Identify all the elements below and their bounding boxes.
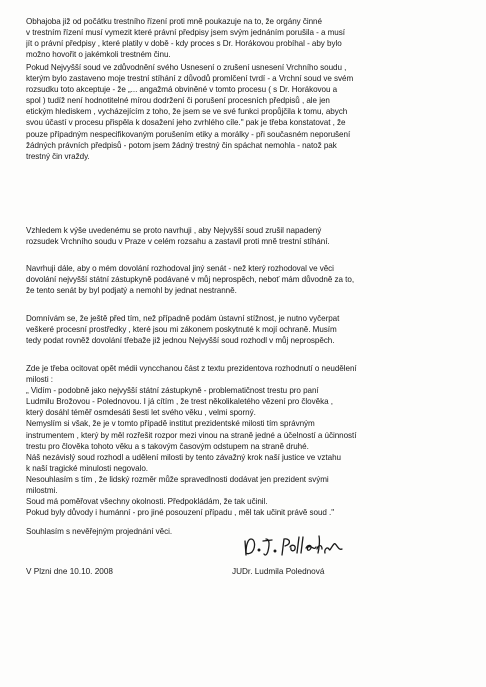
paragraph-6 [26, 363, 466, 518]
text-line: jít o právní předpisy , které platily v době - kdy proces s Dr. Horákovou probíhal - aby bylo [26, 39, 342, 49]
text-line: Ludmilu Brožovou - Polednovou. I já cítím , že trest několikaletého vězení pro člověka , [26, 397, 333, 407]
paragraph-1 [26, 16, 466, 60]
text-line: Souhlasím s nevěřejným projednání věci. [26, 527, 173, 536]
text-line: kterým bylo zastaveno moje trestní stíhání z důvodů promlčení tvrdí - a Vrchní soud ve svém [26, 74, 354, 84]
text-line: že tento senát by byl podjatý a nemohl by jednat nestranně. [26, 286, 237, 296]
text-line: „ Vidím - podobně jako nejvyšší státní zástupkyně - problematičnost trestu pro paní [26, 386, 319, 396]
text-line: etickým hlediskem , vycházejícím z toho, že jsem se ve své funkci propůjčila k tomu, abych [26, 107, 348, 117]
text-line: Náš nezávislý soud rozhodl a udělení milosti by tento závažný krok naší justice ve vztahu [26, 452, 341, 462]
paragraph-2 [26, 62, 466, 162]
place-date: V Plzni dne 10.10. 2008 [26, 567, 113, 576]
text-line: milostmi. [26, 486, 58, 496]
paragraph-5 [26, 313, 466, 346]
text-line: žádných právních předpisů - potom jsem žádný trestný čin spáchat nemohla - natož pak [26, 140, 337, 150]
text-line: tedy podat rovněž dovolání třebaže již jednou Nejvyšší soud rozhodl v můj neprospěch. [26, 336, 335, 346]
signer-name: JUDr. Ludmila Polednová [232, 567, 325, 576]
text-line: v trestním řízení musí vymezit které právní předpisy jsem svým jednáním porušila - a musí [26, 28, 345, 38]
text-line: Zde je třeba ocitovat opět médii vyncchanou část z textu prezidentova rozhodnutí o neudělení [26, 364, 357, 373]
text-line: trestný čin vraždy. [26, 151, 90, 161]
text-line: Obhajoba již od počátku trestního řízení proti mně poukazuje na to, že orgány činné [26, 17, 322, 26]
text-line: který dosáhl téměř osmdesáti šesti let svého věku , velmi sporný. [26, 408, 256, 418]
text-line: svou účastí v procesu přispěla k dosažení jeho zvrhlého cíle." pak je třeba konstatovat , že [26, 118, 346, 128]
text-line: k naší tragické minulosti negovalo. [26, 463, 148, 473]
text-line: Vzhledem k výše uvedenému se proto navrhuji , aby Nejvyšší soud zrušil napadený [26, 226, 322, 235]
text-line: pouze případným nespecifikovaným porušením etiky a morálky - při současném neporušení [26, 129, 351, 139]
paragraph-3 [26, 225, 466, 247]
text-line: Nemyslím si však, že je v tomto případě institut prezidentské milosti tím správným [26, 419, 315, 429]
text-line: Pokud Nejvyšší soud ve zdůvodnění svého Usnesení o zrušení usnesení Vrchního soudu , [26, 63, 347, 72]
text-line: Navrhuji dále, aby o mém dovolání rozhodoval jiný senát - než který rozhodoval ve věci [26, 264, 334, 273]
text-line: možno hovořit o jakémkoli trestném činu. [26, 50, 171, 60]
text-line: Nesouhlasím s tím , že lidský rozměr může spravedlnosti dodávat jen prezident svými [26, 474, 329, 484]
text-line: instrumentem , který by měl rozřešit rozpor mezi vinou na straně jedné a účelností a účinností [26, 430, 357, 440]
text-line: rozsudku toto akceptuje - že „... angažmá obviněné v tomto procesu ( s Dr. Horákovou a [26, 85, 338, 95]
text-line: trestu pro člověka tohoto věku a s takovým časovým odstupem na straně druhé. [26, 441, 309, 451]
text-line: Pokud byly důvody i humánní - pro jiné posouzení případu , měl tak učinit právě soud ." [26, 508, 335, 518]
text-line: veškeré procesní prostředky , které jsou mi zákonem poskytnuté k mojí ochraně. Musím [26, 325, 337, 335]
text-line: spol ) tudíž není hodnotitelné mírou dodržení či porušení procesních předpisů , ale jen [26, 96, 330, 106]
handwritten-signature [242, 533, 352, 559]
paragraph-4 [26, 263, 466, 296]
text-line: dovolání nejvyšší státní zástupkyně podávané v můj neprospěch, neboť mám důvodně za to, [26, 275, 355, 285]
text-line: Soud má poměřovat všechny okolnosti. Předpokládám, že tak učinil. [26, 497, 268, 507]
text-line: milosti : [26, 375, 53, 385]
text-line: rozsudek Vrchního soudu v Praze v celém rozsahu a zastavil proti mně trestní stíhání. [26, 237, 330, 247]
text-line: Domnívám se, že ještě před tím, než případně podám ústavní stížnost, je nutno vyčerpat [26, 314, 340, 323]
